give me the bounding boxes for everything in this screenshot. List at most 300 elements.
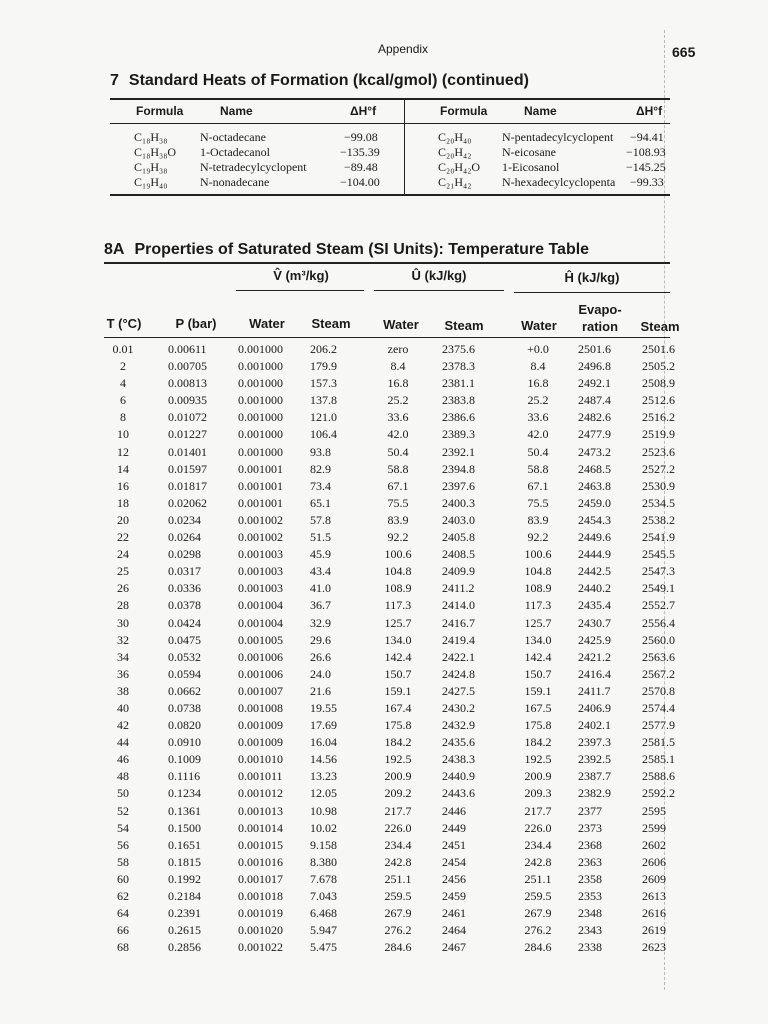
cell-u-water: 16.8	[387, 376, 409, 391]
table-row	[104, 530, 675, 547]
cell-h-evaporation: 2477.9	[578, 427, 611, 442]
cell-u-steam: 2456	[442, 871, 466, 886]
cell-v-steam: 51.5	[310, 530, 331, 545]
cell-h-evaporation: 2363	[578, 854, 602, 869]
cell-pressure: 0.0738	[168, 700, 201, 715]
table-row: C₂₀H₄₂O 1-Eicosanol −145.25	[438, 160, 666, 174]
cell-h-steam: 2541.9	[642, 530, 675, 545]
cell-u-steam: 2438.3	[442, 752, 475, 767]
cell-h-steam: 2505.2	[642, 359, 675, 374]
table-row	[104, 598, 675, 615]
cell-h-evaporation: 2482.6	[578, 410, 611, 425]
cell-h-steam: 2545.5	[642, 547, 675, 562]
cell-v-steam: 16.04	[310, 735, 337, 750]
cell-h-water: 83.9	[527, 512, 549, 527]
table-row	[104, 342, 675, 359]
table-row: C₁₈H₃₈O 1-Octadecanol −135.39	[134, 145, 380, 159]
cell-h-evaporation: 2387.7	[578, 769, 611, 784]
column-header-formula: Formula	[136, 104, 184, 118]
cell-h-steam: 2585.1	[642, 752, 675, 767]
cell-u-steam: 2383.8	[442, 393, 475, 408]
cell-pressure: 0.02062	[168, 495, 207, 510]
table-row	[104, 444, 675, 462]
cell-h-steam: 2570.8	[642, 683, 675, 698]
cell-u-steam: 2422.1	[442, 649, 475, 664]
cell-v-water: 0.001011	[238, 769, 283, 784]
cell-h-water: 33.6	[527, 410, 549, 425]
cell-pressure: 0.00935	[168, 393, 207, 408]
table-rule	[110, 194, 670, 196]
table-row: C₂₁H₄₂ N-hexadecylcyclopenta −99.33	[438, 175, 664, 189]
cell-temperature: 54	[117, 820, 129, 835]
table-rule	[104, 337, 670, 338]
cell-pressure: 0.0910	[168, 735, 201, 750]
cell-u-water: 58.8	[387, 461, 409, 476]
cell-h-water: 125.7	[524, 615, 552, 630]
cell-h-water: 192.5	[524, 752, 552, 767]
cell-u-water: 42.0	[387, 427, 409, 442]
column-header-v-steam: Steam	[311, 316, 351, 331]
cell-h-water: 42.0	[527, 427, 549, 442]
table-row	[104, 838, 670, 855]
column-header-formula: Formula	[440, 104, 488, 118]
table-row	[104, 410, 675, 427]
cell-temperature: 6	[120, 393, 126, 408]
cell-u-water: 150.7	[384, 666, 412, 681]
cell-h-steam: 2588.6	[642, 769, 675, 784]
cell-h-steam: 2602	[642, 837, 666, 852]
cell-u-steam: 2446	[442, 803, 466, 818]
cell-h-water: 75.5	[527, 495, 549, 510]
cell-u-steam: 2414.0	[442, 598, 475, 613]
cell-u-water: 209.2	[384, 786, 412, 801]
cell-pressure: 0.1651	[168, 837, 201, 852]
cell-v-steam: 26.6	[310, 649, 331, 664]
cell-h-steam: 2599	[642, 820, 666, 835]
cell-temperature: 34	[117, 649, 129, 664]
cell-pressure: 0.00705	[168, 359, 207, 374]
cell-h-evaporation: 2440.2	[578, 581, 611, 596]
cell-temperature: 20	[117, 512, 129, 527]
cell-pressure: 0.1234	[168, 786, 201, 801]
cell-pressure: 0.2856	[168, 940, 201, 955]
cell-h-water: 276.2	[524, 923, 552, 938]
group-rule	[514, 292, 670, 293]
cell-h-water: 209.3	[524, 786, 552, 801]
cell-h-water: 167.5	[524, 700, 552, 715]
table-row: C₂₀H₄₂ N-eicosane −108.93	[438, 145, 666, 159]
cell-u-steam: 2427.5	[442, 683, 475, 698]
cell-h-water: 117.3	[524, 598, 552, 613]
table-row	[104, 821, 670, 838]
cell-v-water: 0.001003	[238, 547, 283, 562]
cell-h-steam: 2512.6	[642, 393, 675, 408]
table-row	[104, 889, 670, 906]
cell-u-water: 175.8	[384, 718, 412, 733]
cell-h-evaporation: 2382.9	[578, 786, 611, 801]
cell-h-evaporation: 2501.6	[578, 342, 611, 356]
cell-h-steam: 2623	[642, 940, 666, 955]
table-row	[104, 649, 675, 667]
table-row	[104, 461, 675, 479]
column-header-p: P (bar)	[175, 316, 217, 331]
cell-temperature: 68	[117, 940, 129, 955]
cell-v-steam: 14.56	[310, 752, 337, 767]
cell-temperature: 25	[117, 564, 129, 579]
column-header-dh: ΔH°f	[636, 104, 663, 118]
cell-u-water: 50.4	[387, 444, 409, 459]
cell-u-steam: 2409.9	[442, 564, 475, 579]
cell-h-water: 50.4	[527, 444, 549, 459]
table-row	[104, 376, 675, 393]
table-row	[104, 615, 675, 633]
cell-h-evaporation: 2406.9	[578, 700, 611, 715]
cell-h-steam: 2547.3	[642, 564, 675, 579]
cell-v-water: 0.001016	[238, 854, 283, 869]
section-title: Standard Heats of Formation (kcal/gmol) (continued)	[128, 72, 529, 89]
cell-temperature: 0.01	[112, 342, 134, 356]
cell-u-steam: 2408.5	[442, 547, 475, 562]
column-divider	[404, 100, 405, 194]
cell-u-steam: 2464	[442, 923, 466, 938]
cell-v-steam: 10.98	[310, 803, 337, 818]
cell-u-steam: 2459	[442, 889, 466, 903]
table-row	[104, 752, 675, 769]
column-header-u-steam: Steam	[444, 318, 484, 333]
cell-pressure: 0.1815	[168, 854, 201, 869]
cell-u-water: 33.6	[387, 410, 409, 425]
table-row	[104, 581, 675, 598]
cell-h-steam: 2609	[642, 871, 666, 886]
cell-pressure: 0.0662	[168, 683, 201, 698]
cell-h-evaporation: 2343	[578, 923, 602, 938]
cell-u-water: 276.2	[384, 923, 412, 938]
cell-v-steam: 17.69	[310, 718, 337, 733]
cell-v-water: 0.001001	[238, 495, 283, 510]
cell-temperature: 50	[117, 786, 129, 801]
cell-u-water: 200.9	[384, 769, 412, 784]
cell-v-water: 0.001007	[238, 683, 283, 698]
cell-u-steam: 2451	[442, 837, 466, 852]
cell-u-water: 267.9	[384, 906, 412, 921]
cell-h-water: 242.8	[524, 854, 552, 869]
cell-u-water: 259.5	[384, 889, 412, 903]
column-header-h-water: Water	[521, 318, 557, 333]
cell-h-evaporation: 2496.8	[578, 359, 611, 374]
column-header-u-water: Water	[383, 317, 419, 332]
cell-temperature: 66	[117, 923, 129, 938]
cell-h-water: 184.2	[524, 735, 552, 750]
cell-u-water: 92.2	[387, 530, 409, 545]
cell-v-steam: 9.158	[310, 837, 337, 852]
cell-h-water: 100.6	[524, 547, 552, 562]
cell-pressure: 0.0298	[168, 547, 201, 562]
group-rule	[374, 290, 504, 291]
cell-v-steam: 65.1	[310, 495, 331, 510]
table-row	[104, 923, 670, 940]
cell-v-steam: 10.02	[310, 820, 337, 835]
column-header-h-steam: Steam	[640, 319, 680, 334]
cell-u-water: 159.1	[384, 683, 412, 698]
cell-h-water: 134.0	[524, 632, 552, 647]
cell-temperature: 46	[117, 752, 129, 767]
cell-pressure: 0.1992	[168, 871, 201, 886]
cell-v-water: 0.001000	[238, 359, 283, 374]
cell-temperature: 32	[117, 632, 129, 647]
table-rule	[110, 98, 670, 100]
cell-u-steam: 2454	[442, 854, 466, 869]
cell-h-steam: 2508.9	[642, 376, 675, 391]
cell-u-water: 251.1	[384, 871, 412, 886]
cell-u-water: 125.7	[384, 615, 412, 630]
heats-of-formation-table	[110, 98, 670, 198]
cell-h-evaporation: 2442.5	[578, 564, 611, 579]
cell-u-water: 217.7	[384, 803, 412, 818]
table-row	[104, 666, 675, 684]
cell-temperature: 8	[120, 410, 126, 425]
cell-u-water: 100.6	[384, 547, 412, 562]
cell-v-water: 0.001001	[238, 461, 283, 476]
cell-temperature: 18	[117, 495, 129, 510]
cell-h-water: 159.1	[524, 683, 552, 698]
cell-h-evaporation: 2421.2	[578, 649, 611, 664]
cell-v-steam: 5.947	[310, 923, 337, 938]
cell-h-water: 284.6	[524, 940, 552, 955]
cell-v-water: 0.001004	[238, 615, 283, 630]
cell-h-evaporation: 2353	[578, 889, 602, 903]
cell-temperature: 28	[117, 598, 129, 613]
cell-h-water: 267.9	[524, 906, 552, 921]
cell-pressure: 0.0234	[168, 512, 201, 527]
cell-v-water: 0.001009	[238, 735, 283, 750]
column-header-dh: ΔH°f	[350, 104, 377, 118]
cell-temperature: 44	[117, 735, 129, 750]
cell-h-water: 175.8	[524, 718, 552, 733]
cell-v-water: 0.001003	[238, 581, 283, 596]
cell-h-evaporation: 2377	[578, 803, 602, 818]
cell-h-evaporation: 2492.1	[578, 376, 611, 391]
table-row	[104, 564, 675, 581]
cell-u-water: 8.4	[390, 359, 406, 374]
cell-h-evaporation: 2473.2	[578, 444, 611, 459]
table-row	[104, 512, 675, 530]
cell-v-steam: 24.0	[310, 666, 331, 681]
cell-h-steam: 2595	[642, 803, 666, 818]
table-row	[104, 786, 675, 803]
table-row: C₁₈H₃₈ N-octadecane −99.08	[134, 130, 378, 144]
table-rule	[104, 262, 670, 264]
cell-h-evaporation: 2459.0	[578, 495, 611, 510]
cell-h-evaporation: 2444.9	[578, 547, 611, 562]
cell-v-steam: 5.475	[310, 940, 337, 955]
cell-temperature: 42	[117, 718, 129, 733]
cell-u-water: 284.6	[384, 940, 412, 955]
cell-pressure: 0.2391	[168, 906, 201, 921]
cell-v-water: 0.001002	[238, 530, 283, 545]
section-number: 7	[110, 72, 119, 89]
cell-v-water: 0.001000	[238, 342, 283, 356]
cell-v-water: 0.001009	[238, 718, 283, 733]
table-row	[104, 547, 675, 564]
cell-h-steam: 2534.5	[642, 495, 675, 510]
cell-h-water: 16.8	[527, 376, 549, 391]
cell-h-water: 25.2	[527, 393, 549, 408]
cell-u-water: 226.0	[384, 820, 412, 835]
cell-temperature: 16	[117, 478, 129, 493]
cell-u-steam: 2461	[442, 906, 466, 921]
table-row	[104, 359, 675, 376]
table-rule	[110, 123, 670, 124]
column-header-name: Name	[220, 104, 253, 118]
cell-h-steam: 2592.2	[642, 786, 675, 801]
cell-v-steam: 57.8	[310, 512, 331, 527]
cell-temperature: 30	[117, 615, 129, 630]
cell-v-water: 0.001006	[238, 666, 283, 681]
cell-u-steam: 2386.6	[442, 410, 475, 425]
table-row	[104, 940, 670, 957]
cell-h-evaporation: 2373	[578, 820, 602, 835]
cell-v-steam: 137.8	[310, 393, 337, 408]
cell-u-steam: 2424.8	[442, 666, 475, 681]
cell-temperature: 36	[117, 666, 129, 681]
cell-pressure: 0.1116	[168, 769, 201, 784]
cell-h-steam: 2616	[642, 906, 666, 921]
table-row: C₂₀H₄₀ N-pentadecylcyclopent −94.41	[438, 130, 664, 144]
cell-h-water: 259.5	[524, 889, 552, 903]
cell-v-water: 0.001012	[238, 786, 283, 801]
column-header-v-water: Water	[249, 316, 285, 331]
cell-temperature: 60	[117, 871, 129, 886]
cell-u-steam: 2440.9	[442, 769, 475, 784]
table-row	[104, 427, 675, 444]
cell-h-evaporation: 2430.7	[578, 615, 611, 630]
cell-u-steam: 2375.6	[442, 342, 475, 356]
column-header-name: Name	[524, 104, 557, 118]
cell-v-steam: 6.468	[310, 906, 337, 921]
cell-pressure: 0.2184	[168, 889, 201, 903]
cell-pressure: 0.0264	[168, 530, 201, 545]
group-rule	[236, 290, 364, 291]
cell-u-water: 108.9	[384, 581, 412, 596]
cell-v-water: 0.001001	[238, 478, 283, 493]
cell-u-water: 167.4	[384, 700, 412, 715]
cell-h-evaporation: 2338	[578, 940, 602, 955]
table-row	[104, 906, 670, 923]
cell-h-steam: 2501.6	[642, 342, 675, 356]
cell-h-evaporation: 2425.9	[578, 632, 611, 647]
cell-pressure: 0.1500	[168, 820, 201, 835]
cell-pressure: 0.0532	[168, 649, 201, 664]
cell-pressure: 0.0424	[168, 615, 201, 630]
cell-v-steam: 8.380	[310, 854, 337, 869]
cell-temperature: 64	[117, 906, 129, 921]
cell-v-steam: 21.6	[310, 683, 331, 698]
cell-u-water: 83.9	[387, 512, 409, 527]
cell-u-steam: 2378.3	[442, 359, 475, 374]
table-row	[104, 632, 675, 650]
cell-pressure: 0.0317	[168, 564, 201, 579]
cell-u-steam: 2467	[442, 940, 466, 955]
cell-u-steam: 2416.7	[442, 615, 475, 630]
table-row	[104, 804, 670, 821]
left-rows	[134, 130, 404, 190]
column-header-h-evap-1: Evapo-	[578, 302, 622, 317]
cell-h-evaporation: 2468.5	[578, 461, 611, 476]
cell-v-water: 0.001018	[238, 889, 283, 903]
cell-h-water: 8.4	[530, 359, 546, 374]
cell-h-steam: 2581.5	[642, 735, 675, 750]
table-row: C₁₉H₄₀ N-nonadecane −104.00	[134, 175, 380, 189]
cell-pressure: 0.0594	[168, 666, 201, 681]
cell-h-evaporation: 2454.3	[578, 512, 611, 527]
cell-v-steam: 32.9	[310, 615, 331, 630]
cell-temperature: 22	[117, 530, 129, 545]
cell-u-water: 134.0	[384, 632, 412, 647]
table-body	[104, 342, 675, 957]
cell-u-steam: 2419.4	[442, 632, 475, 647]
cell-h-steam: 2577.9	[642, 718, 675, 733]
table-row	[104, 393, 675, 410]
cell-h-evaporation: 2348	[578, 906, 602, 921]
cell-v-steam: 13.23	[310, 769, 337, 784]
cell-u-water: 67.1	[387, 478, 409, 493]
cell-v-water: 0.001008	[238, 700, 283, 715]
cell-v-water: 0.001000	[238, 427, 283, 442]
cell-temperature: 62	[117, 889, 129, 903]
cell-u-steam: 2435.6	[442, 735, 475, 750]
cell-v-steam: 179.9	[310, 359, 337, 374]
cell-v-steam: 93.8	[310, 444, 331, 459]
table-row	[104, 872, 670, 889]
right-rows	[438, 130, 670, 190]
cell-u-steam: 2430.2	[442, 700, 475, 715]
table-row	[104, 683, 675, 701]
cell-u-steam: 2397.6	[442, 478, 475, 493]
group-header-u: Û (kJ/kg)	[411, 268, 467, 283]
column-header-h-evap-2: ration	[581, 319, 619, 334]
cell-u-water: 25.2	[387, 393, 409, 408]
cell-pressure: 0.01227	[168, 427, 207, 442]
cell-h-steam: 2516.2	[642, 410, 675, 425]
cell-h-water: 104.8	[524, 564, 552, 579]
cell-h-steam: 2519.9	[642, 427, 675, 442]
section-title: Properties of Saturated Steam (SI Units): Temperature Table	[134, 241, 590, 258]
cell-h-evaporation: 2368	[578, 837, 602, 852]
cell-pressure: 0.00813	[168, 376, 207, 391]
cell-u-steam: 2449	[442, 820, 466, 835]
cell-u-water: 75.5	[387, 495, 409, 510]
cell-v-steam: 121.0	[310, 410, 337, 425]
cell-h-steam: 2563.6	[642, 649, 675, 664]
cell-h-steam: 2574.4	[642, 700, 675, 715]
cell-pressure: 0.1009	[168, 752, 201, 767]
section-8a-heading	[104, 241, 589, 259]
cell-v-water: 0.001002	[238, 512, 283, 527]
cell-h-water: 251.1	[524, 871, 552, 886]
cell-h-steam: 2523.6	[642, 444, 675, 459]
cell-u-steam: 2381.1	[442, 376, 475, 391]
cell-v-water: 0.001013	[238, 803, 283, 818]
cell-v-steam: 45.9	[310, 547, 331, 562]
cell-h-steam: 2552.7	[642, 598, 675, 613]
cell-temperature: 58	[117, 854, 129, 869]
table-row	[104, 855, 670, 872]
cell-h-steam: 2549.1	[642, 581, 675, 596]
cell-h-water: 142.4	[524, 649, 552, 664]
cell-v-water: 0.001000	[238, 410, 283, 425]
cell-h-steam: 2556.4	[642, 615, 675, 630]
cell-h-water: 234.4	[524, 837, 552, 852]
